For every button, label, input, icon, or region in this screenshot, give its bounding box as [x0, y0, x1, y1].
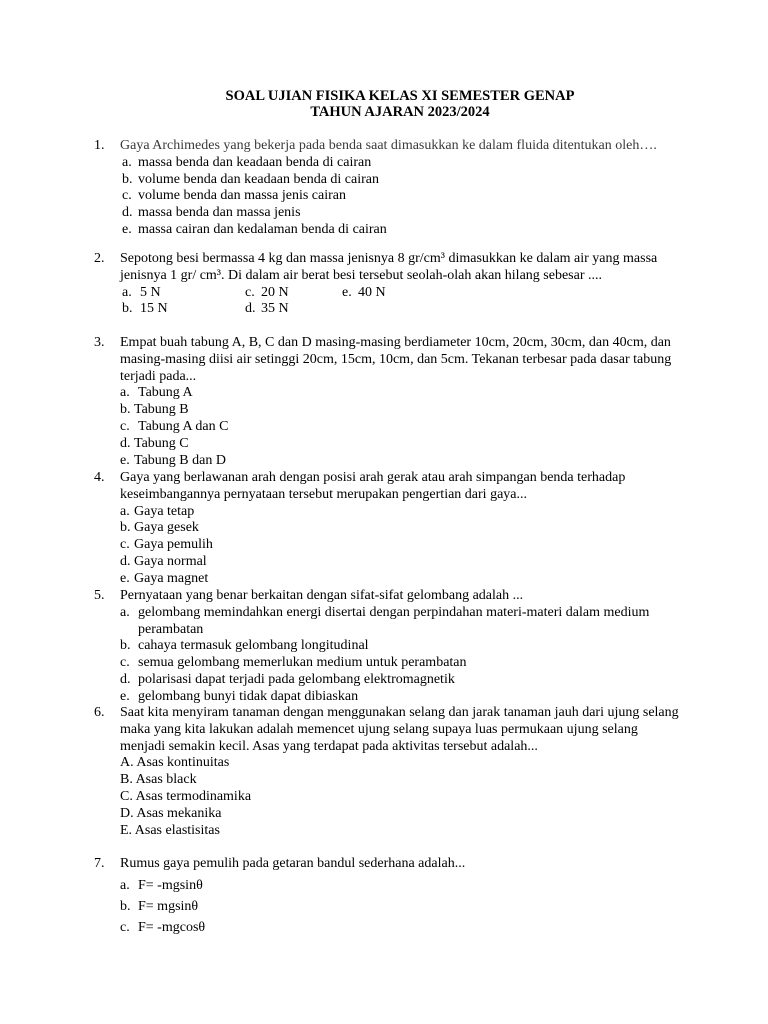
option-text: Gaya gesek — [134, 520, 199, 536]
question-3 — [94, 335, 684, 469]
option-e — [120, 571, 684, 588]
option-label: b. — [120, 899, 131, 915]
option-text: 40 N — [358, 284, 386, 300]
option-text: 20 N — [261, 284, 289, 300]
option-b — [120, 899, 684, 916]
option-label: c. — [245, 284, 255, 300]
question-5 — [94, 588, 684, 706]
option-label: c. — [120, 655, 130, 671]
option-label: b. — [122, 301, 133, 317]
option-label: d. — [120, 553, 131, 569]
option-text: gelombang memindahkan energi disertai dengan perpindahan materi-materi dalam medium perambatan — [138, 604, 650, 637]
option-label: b. — [122, 171, 133, 187]
option-text: volume benda dan massa jenis cairan — [138, 188, 346, 204]
option-text: Tabung B dan D — [134, 452, 226, 468]
question-stem: Rumus gaya pemulih pada getaran bandul sederhana adalah... — [120, 856, 466, 871]
option-c — [120, 920, 684, 937]
option-text: massa benda dan keadaan benda di cairan — [138, 154, 372, 170]
question-4 — [94, 470, 684, 588]
option-e — [120, 222, 684, 239]
question-number: 3. — [94, 335, 105, 350]
option-label: b. — [120, 520, 131, 536]
question-stem: Empat buah tabung A, B, C dan D masing-masing berdiameter 10cm, 20cm, 30cm, dan 40cm, dan masing-masing diisi air setinggi 20cm, 15cm, 10cm, dan 5cm. Tekanan terbesar pada dasar tabung terjadi pada... — [120, 335, 672, 384]
option-text: Tabung A — [138, 385, 193, 401]
option-b — [120, 402, 684, 419]
question-number: 6. — [94, 705, 105, 720]
option-c — [120, 789, 684, 806]
option-label: d. — [120, 435, 131, 451]
option-text: 5 N — [140, 284, 161, 300]
question-stem: Saat kita menyiram tanaman dengan menggunakan selang dan jarak tanaman jauh dari ujung selang maka yang kita lakukan adalah memencet ujung selang supaya luas permukaan ujung selang menjadi semakin kecil. Asas yang terdapat pada aktivitas tersebut adalah... — [120, 705, 679, 754]
question-6 — [94, 705, 684, 839]
option-b — [120, 172, 684, 189]
option-label: e. — [122, 221, 132, 237]
option-label: c. — [120, 537, 130, 553]
option-b — [120, 638, 684, 655]
option-text: gelombang bunyi tidak dapat dibiaskan — [138, 688, 359, 704]
option-a — [120, 504, 684, 521]
option-label: d. — [122, 205, 133, 221]
question-stem: Sepotong besi bermassa 4 kg dan massa jenisnya 8 gr/cm³ dimasukkan ke dalam air yang massa jenisnya 1 gr/ cm³. Di dalam air berat besi tersebut seolah-olah akan hilang sebesar .... — [120, 251, 658, 283]
question-number: 2. — [94, 251, 105, 266]
option-c — [120, 188, 684, 205]
option-label: e. — [342, 284, 352, 300]
option-c — [120, 655, 684, 672]
option-text: Tabung B — [134, 402, 189, 418]
option-label: b. — [120, 638, 131, 654]
option-label: e. — [120, 688, 130, 704]
option-label: b. — [120, 402, 131, 418]
option-d — [120, 436, 684, 453]
exam-title: SOAL UJIAN FISIKA KELAS XI SEMESTER GENAP — [225, 88, 575, 104]
option-label: c. — [120, 920, 130, 936]
option-label: e. — [120, 452, 130, 468]
options-grid — [120, 285, 684, 319]
option-text: B. Asas black — [120, 772, 197, 788]
option-label: a. — [120, 385, 130, 401]
option-label: e. — [120, 570, 130, 586]
option-text: Gaya tetap — [134, 503, 195, 519]
option-a — [120, 878, 684, 895]
option-text: Gaya normal — [134, 553, 207, 569]
option-e — [120, 823, 684, 840]
option-text: Tabung A dan C — [138, 418, 229, 434]
option-label: a. — [120, 503, 130, 519]
option-a — [120, 755, 684, 772]
exam-subtitle: TAHUN AJARAN 2023/2024 — [310, 104, 490, 120]
option-label: a. — [122, 284, 132, 300]
option-text: A. Asas kontinuitas — [120, 755, 230, 771]
option-text: massa benda dan massa jenis — [138, 205, 301, 221]
question-number: 1. — [94, 138, 105, 153]
question-stem: Gaya Archimedes yang bekerja pada benda saat dimasukkan ke dalam fluida ditentukan oleh…. — [120, 138, 657, 153]
option-label: d. — [120, 671, 131, 687]
option-text: massa cairan dan kedalaman benda di cairan — [138, 221, 387, 237]
option-text: Gaya pemulih — [134, 537, 213, 553]
question-number: 7. — [94, 856, 105, 871]
option-c — [120, 419, 684, 436]
question-number: 4. — [94, 470, 105, 485]
option-label: c. — [122, 188, 132, 204]
option-text: E. Asas elastisitas — [120, 822, 220, 838]
option-a — [120, 155, 684, 172]
option-label: a. — [122, 154, 132, 170]
option-d — [120, 554, 684, 571]
option-text: 15 N — [140, 301, 168, 317]
question-1 — [94, 138, 684, 239]
option-text: volume benda dan keadaan benda di cairan — [138, 171, 380, 187]
option-text: F= -mgsinθ — [138, 877, 203, 893]
question-stem: Pernyataan yang benar berkaitan dengan sifat-sifat gelombang adalah ... — [120, 588, 524, 603]
option-d — [120, 205, 684, 222]
option-text: Tabung C — [134, 435, 189, 451]
option-label: a. — [120, 877, 130, 893]
option-text: semua gelombang memerlukan medium untuk perambatan — [138, 655, 467, 671]
option-d — [120, 806, 684, 823]
option-text: C. Asas termodinamika — [120, 788, 252, 804]
option-a — [120, 385, 684, 402]
question-2 — [94, 251, 684, 318]
option-a — [120, 605, 684, 639]
option-e — [120, 689, 684, 706]
option-text: F= -mgcosθ — [138, 920, 206, 936]
option-label: a. — [120, 604, 130, 620]
option-label: d. — [245, 301, 256, 317]
question-7 — [94, 856, 684, 942]
option-b — [120, 520, 684, 537]
question-number: 5. — [94, 588, 105, 603]
option-text: polarisasi dapat terjadi pada gelombang elektromagnetik — [138, 671, 455, 687]
option-text: cahaya termasuk gelombang longitudinal — [138, 638, 369, 654]
option-text: D. Asas mekanika — [120, 805, 222, 821]
option-text: 35 N — [261, 301, 289, 317]
option-d — [120, 672, 684, 689]
option-text: F= mgsinθ — [138, 899, 199, 915]
option-e — [120, 453, 684, 470]
question-stem: Gaya yang berlawanan arah dengan posisi arah gerak atau arah simpangan benda terhadap keseimbangannya pernyataan tersebut merupakan pengertian dari gaya... — [120, 470, 626, 502]
option-text: Gaya magnet — [134, 570, 209, 586]
option-b — [120, 772, 684, 789]
option-c — [120, 537, 684, 554]
option-label: c. — [120, 418, 130, 434]
